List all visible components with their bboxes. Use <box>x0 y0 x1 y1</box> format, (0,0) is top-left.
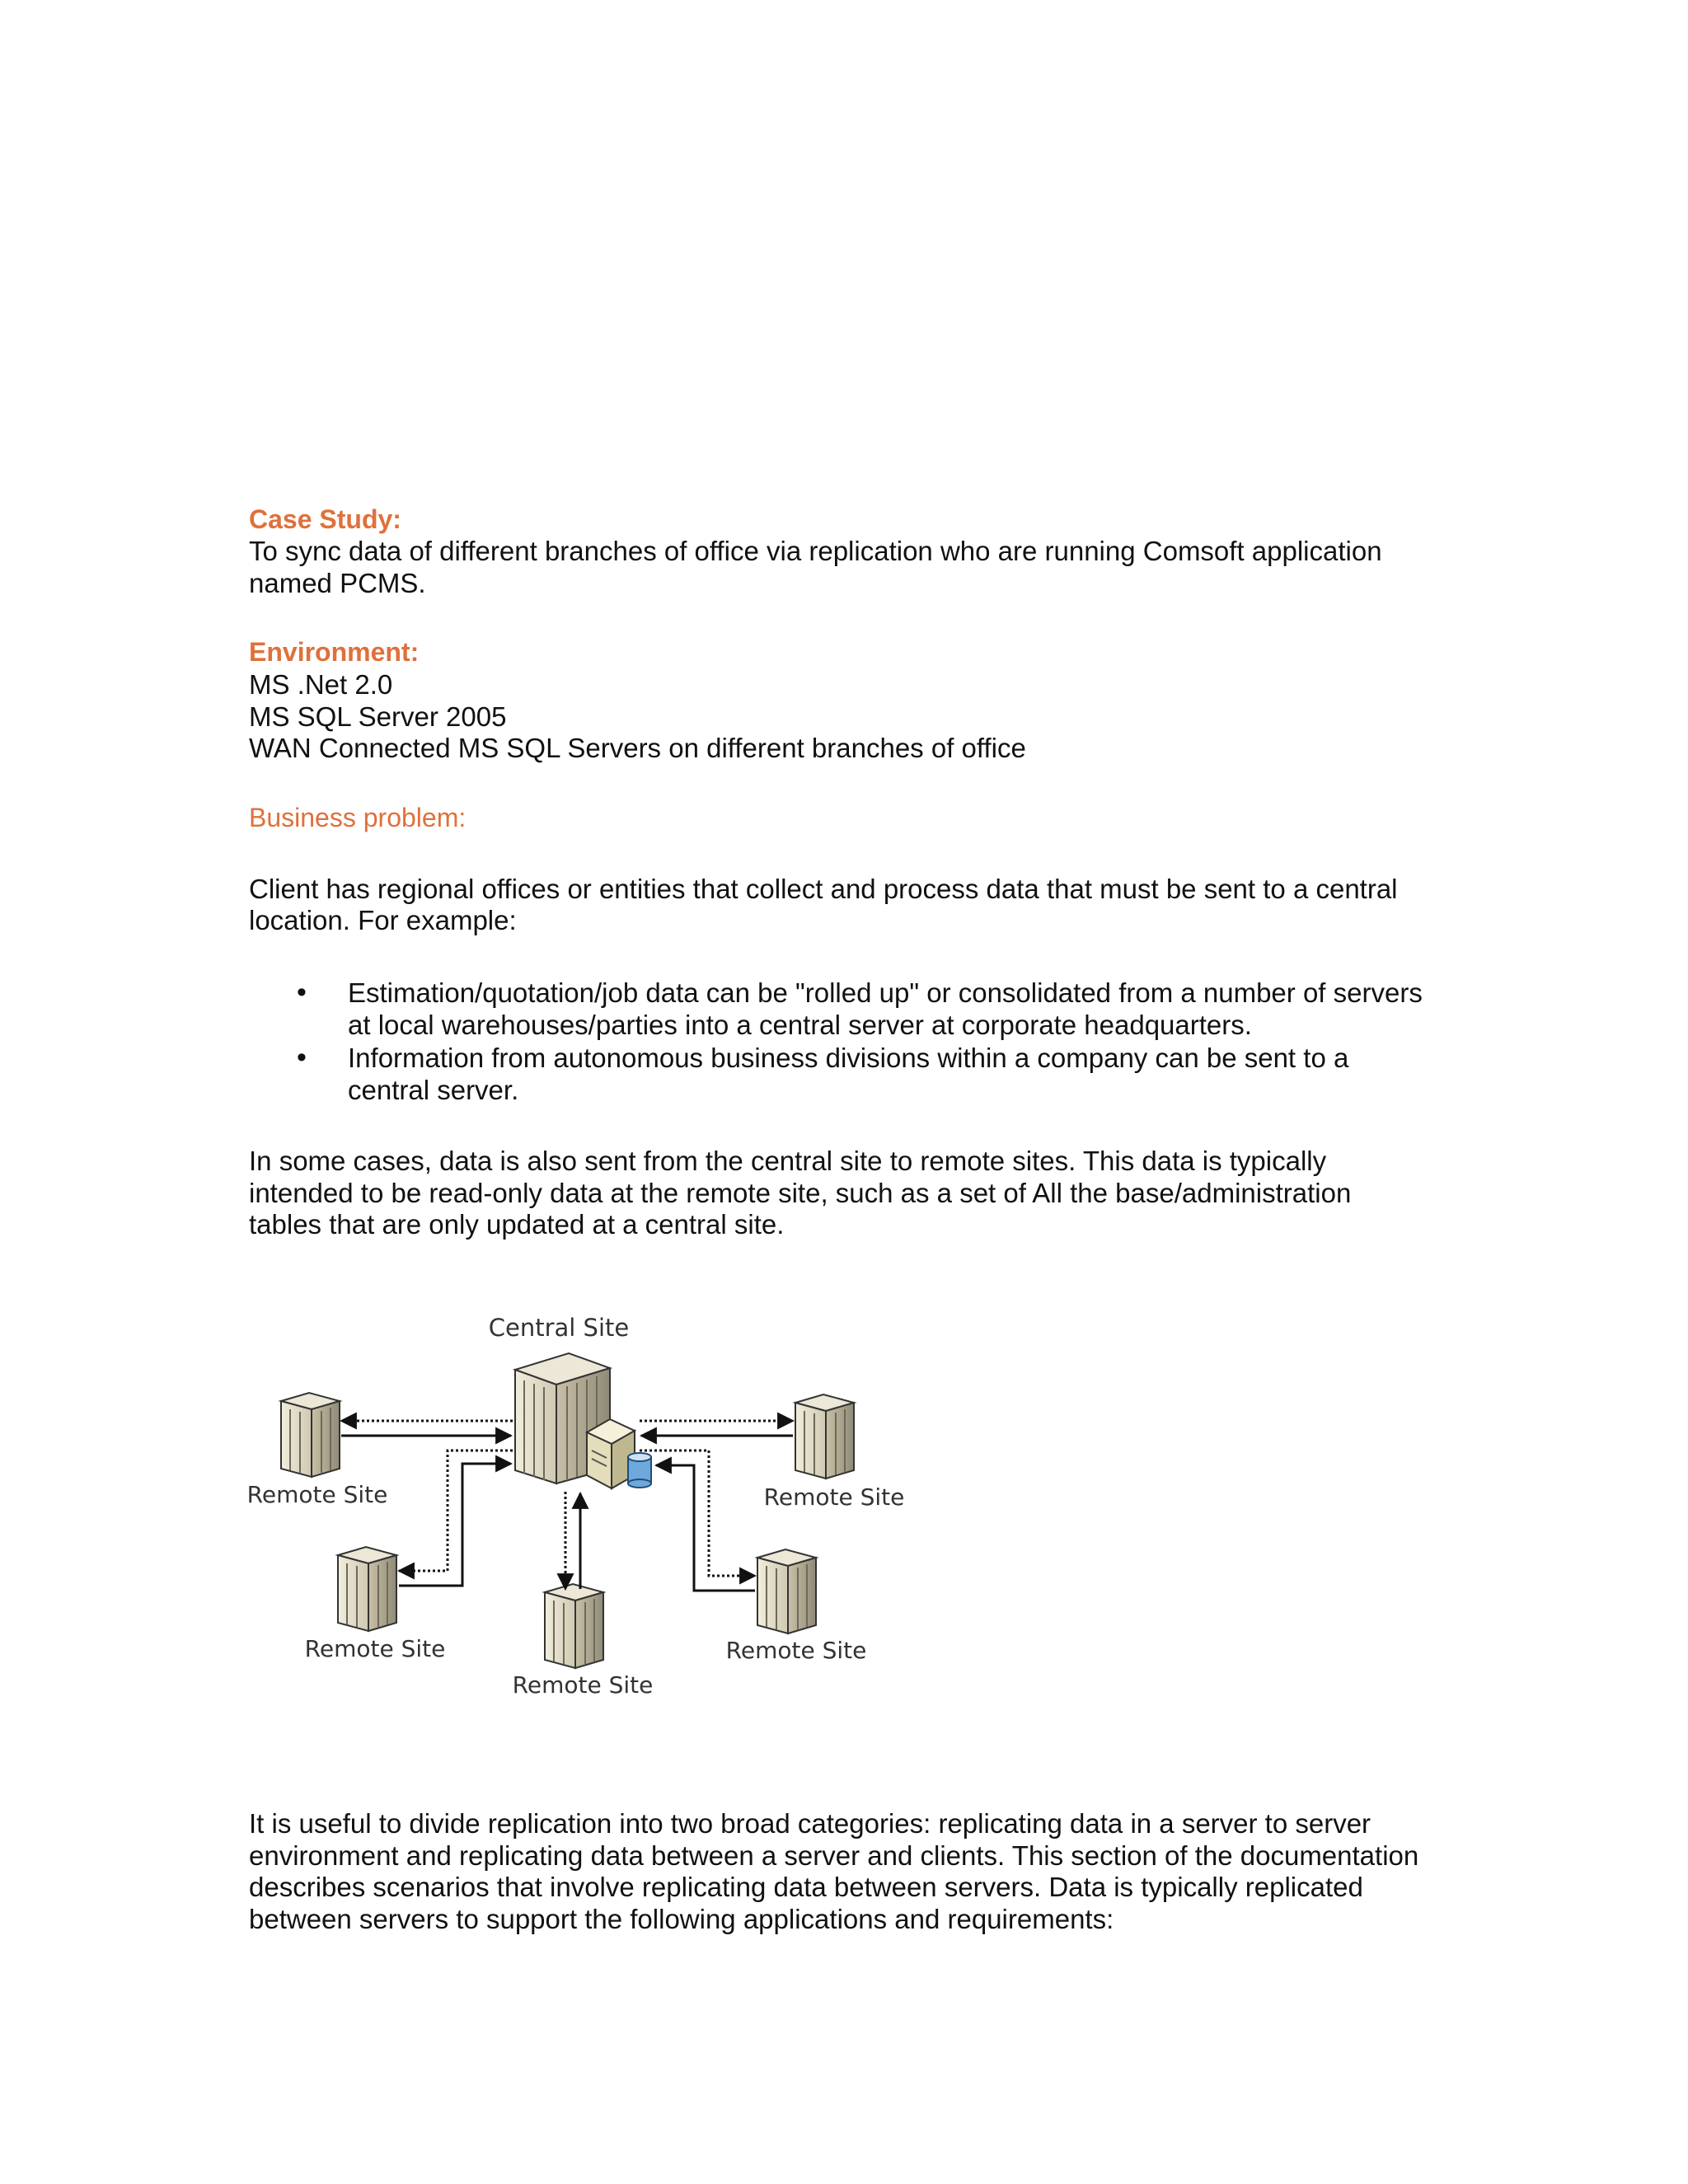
remote-site-building-icon <box>338 1547 396 1631</box>
case-study-line-2: named PCMS. <box>249 568 426 598</box>
closing-line-4: between servers to support the following applications and requirements: <box>249 1904 1114 1934</box>
case-study-line-1: To sync data of different branches of office via replication who are running Comsoft application <box>249 536 1382 566</box>
replication-topology-diagram <box>244 1299 920 1711</box>
paragraph-line-2: intended to be read-only data at the remote site, such as a set of All the base/administration <box>249 1178 1352 1208</box>
environment-heading: Environment: <box>249 637 420 667</box>
remote-site-label: Remote Site <box>246 1481 388 1508</box>
remote-site-label: Remote Site <box>763 1483 905 1511</box>
remote-site-label: Remote Site <box>512 1671 654 1699</box>
paragraph-line-1: In some cases, data is also sent from the central site to remote sites. This data is typically <box>249 1146 1327 1176</box>
bullet-marker: • <box>297 1042 307 1073</box>
case-study-heading: Case Study: <box>249 504 401 534</box>
closing-line-3: describes scenarios that involve replicating data between servers. Data is typically replicated <box>249 1872 1363 1902</box>
environment-item: MS .Net 2.0 <box>249 669 393 700</box>
bullet-1-line-2: at local warehouses/parties into a central server at corporate headquarters. <box>348 1010 1252 1040</box>
database-icon <box>628 1453 651 1488</box>
remote-site-label: Remote Site <box>725 1637 867 1664</box>
business-problem-heading: Business problem: <box>249 803 467 832</box>
business-problem-intro-line-2: location. For example: <box>249 905 517 935</box>
remote-site-building-icon <box>545 1584 603 1668</box>
remote-site-building-icon <box>281 1393 340 1477</box>
bullet-2-line-2: central server. <box>348 1075 519 1105</box>
closing-line-1: It is useful to divide replication into two broad categories: replicating data in a server to server <box>249 1808 1372 1839</box>
remote-site-label: Remote Site <box>304 1635 446 1662</box>
paragraph-line-3: tables that are only updated at a central site. <box>249 1209 785 1240</box>
bullet-marker: • <box>297 977 307 1008</box>
environment-item: WAN Connected MS SQL Servers on different branches of office <box>249 733 1026 763</box>
business-problem-intro-line-1: Client has regional offices or entities that collect and process data that must be sent to a central <box>249 874 1398 904</box>
bullet-1-line-1: Estimation/quotation/job data can be "rolled up" or consolidated from a number of servers <box>348 977 1423 1008</box>
closing-line-2: environment and replicating data between a server and clients. This section of the documentation <box>249 1840 1419 1871</box>
remote-site-building-icon <box>795 1394 854 1479</box>
environment-item: MS SQL Server 2005 <box>249 701 507 732</box>
central-site-label: Central Site <box>488 1314 630 1342</box>
bullet-2-line-1: Information from autonomous business divisions within a company can be sent to a <box>348 1043 1349 1073</box>
remote-site-building-icon <box>757 1549 816 1633</box>
